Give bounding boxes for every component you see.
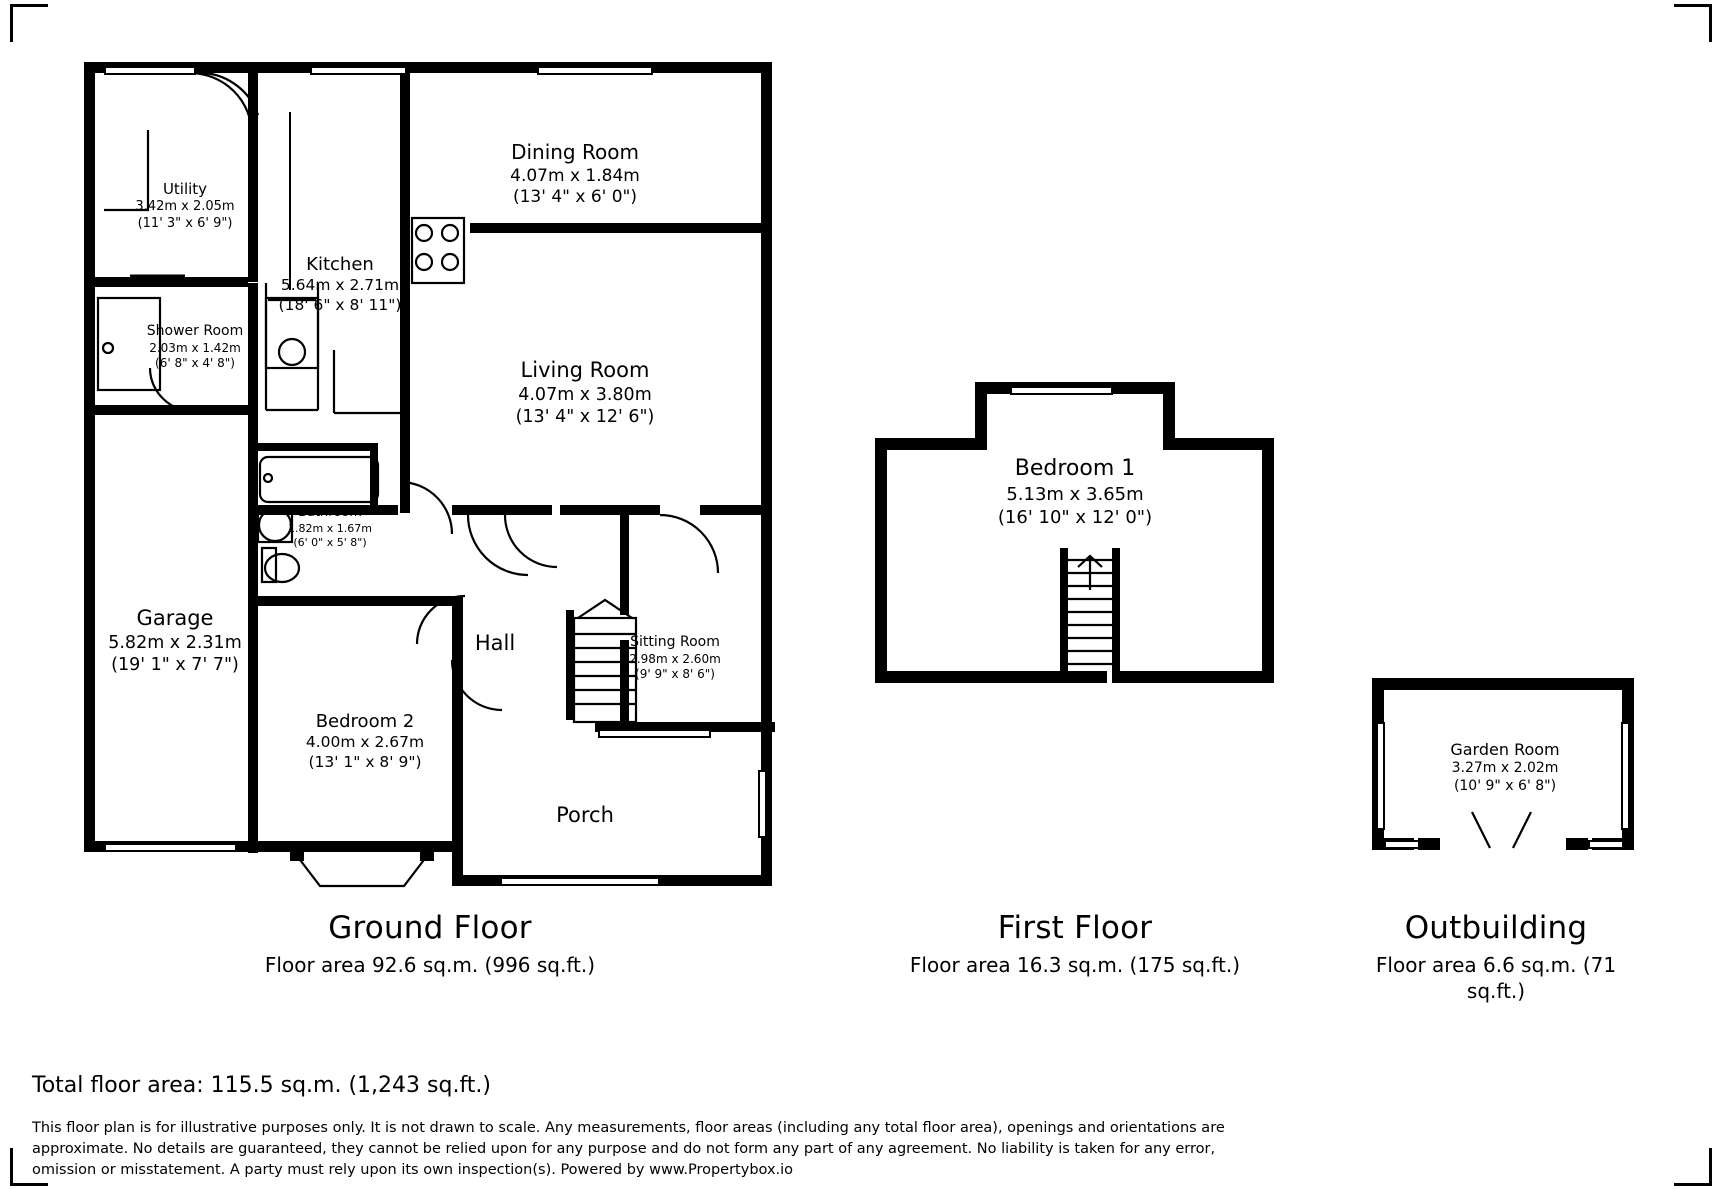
room-metric: 3.42m x 2.05m <box>135 199 235 215</box>
room-name: Porch <box>556 803 614 827</box>
window-garden-room-bottom-right <box>1588 840 1624 849</box>
room-imperial: (13' 1" x 8' 9") <box>308 752 422 771</box>
room-name: Dining Room <box>511 140 639 164</box>
room-name: Bedroom 1 <box>1014 456 1136 481</box>
disclaimer-text: This floor plan is for illustrative purposes only. It is not drawn to scale. Any measurements, floor areas (including any total floor area), openings and orientations are approximate. No details are guaranteed, they cannot be relied upon for any purpose and do not form any part of any agreement. No liability is taken for any error, omission or misstatement. A party must rely upon its own inspection(s). Powered by www.Propertybox.io <box>32 1120 1225 1179</box>
room-name: Utility <box>162 180 208 198</box>
room-name: Bathroom <box>298 505 362 520</box>
room-name: Living Room <box>520 358 650 382</box>
room-imperial: (11' 3" x 6' 9") <box>137 215 233 231</box>
window-garden-room-left <box>1376 722 1385 830</box>
room-metric: 1.82m x 1.67m <box>288 521 372 535</box>
floor-area-text: Floor area 6.6 sq.m. (71 sq.ft.) <box>1375 953 1617 1003</box>
room-name: Garden Room <box>1450 740 1560 759</box>
room-name: Hall <box>474 631 516 655</box>
floor-title-text: Ground Floor <box>328 910 532 946</box>
room-metric: 5.82m x 2.31m <box>108 632 242 653</box>
room-label-garden-room <box>1420 740 1590 796</box>
floor-title-text: First Floor <box>997 910 1153 946</box>
floor-title-first <box>825 910 1325 978</box>
window-garden-room-right <box>1621 722 1630 830</box>
room-name: Garage <box>136 606 214 630</box>
room-metric: 5.13m x 3.65m <box>1006 484 1144 506</box>
room-metric: 3.27m x 2.02m <box>1451 760 1559 777</box>
floor-title-ground <box>180 910 680 978</box>
room-imperial: (6' 0" x 5' 8") <box>293 535 367 549</box>
floor-title-text: Outbuilding <box>1404 910 1588 946</box>
room-metric: 2.03m x 1.42m <box>149 340 241 355</box>
floor-area-text: Floor area 16.3 sq.m. (175 sq.ft.) <box>909 953 1241 977</box>
room-name: Sitting Room <box>630 634 720 650</box>
room-name: Bedroom 2 <box>315 711 415 732</box>
floor-area-text: Floor area 92.6 sq.m. (996 sq.ft.) <box>264 953 596 977</box>
floor-title-outbuilding <box>1346 910 1646 1004</box>
room-imperial: (9' 9" x 8' 6") <box>635 667 715 682</box>
room-metric: 4.07m x 3.80m <box>518 384 652 405</box>
room-imperial: (10' 9" x 6' 8") <box>1453 778 1557 795</box>
room-metric: 5.64m x 2.71m <box>280 276 400 295</box>
room-metric: 4.00m x 2.67m <box>305 733 425 752</box>
room-imperial: (13' 4" x 12' 6") <box>515 407 655 428</box>
room-metric: 2.98m x 2.60m <box>629 651 721 666</box>
room-imperial: (6' 8" x 4' 8") <box>155 356 235 371</box>
room-name: Shower Room <box>146 323 244 339</box>
room-name: Kitchen <box>306 254 374 275</box>
room-imperial: (13' 4" x 6' 0") <box>512 187 637 208</box>
room-imperial: (19' 1" x 7' 7") <box>111 655 239 676</box>
room-imperial: (18' 6" x 8' 11") <box>278 295 402 314</box>
room-imperial: (16' 10" x 12' 0") <box>997 507 1153 529</box>
window-garden-room-bottom-left <box>1384 840 1420 849</box>
total-floor-area: Total floor area: 115.5 sq.m. (1,243 sq.ft.) <box>32 1073 492 1098</box>
room-metric: 4.07m x 1.84m <box>510 165 640 186</box>
